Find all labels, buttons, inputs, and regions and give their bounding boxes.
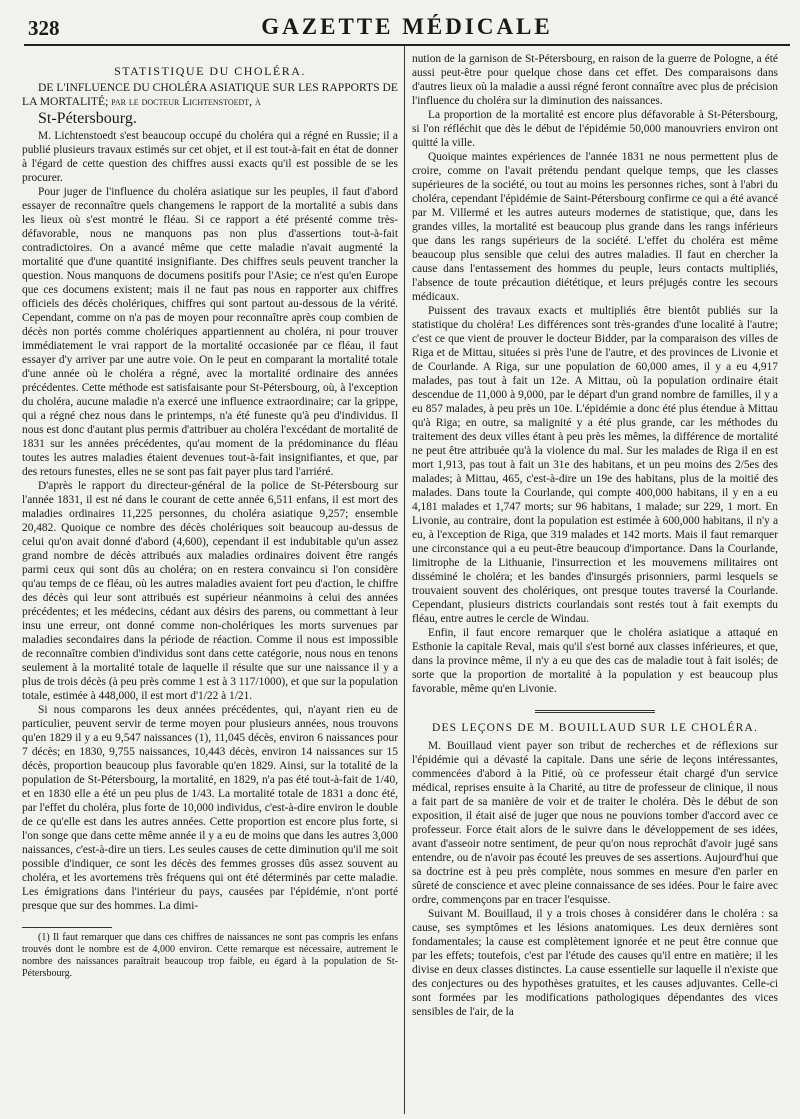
paragraph: Enfin, il faut encore remarquer que le choléra asiatique a attaqué en Esthonie la capitale Reval, mais qu'il s'est borné aux classes inférieures, et que, dans la province même, il n'y a eu que des cas de maladie tout à fait isolés; de sorte que la proportion de mortalité à la population y est beaucoup plus favorable, même qu'en Livonie.: [412, 627, 778, 695]
page-number: 328: [28, 16, 60, 40]
paragraph: M. Bouillaud vient payer son tribut de recherches et de réflexions sur l'épidémie qui a dévasté la capitale. Dans une série de leçons intéressantes, commencées d'abord à la Pitié, où ce professeur était chargé d'un service médical, reprises ensuite à la Charité, au titre de professeur de clinique, il nous a fait part de sa manière de voir et de traiter le choléra. Dès le début de son exposition, il était aisé de juger que nous ne pouvions tomber d'accord avec ce professeur. Force était alors de le suivre dans le développement de ses idées, avant d'asseoir notre sentiment, de peur qu'on nous reprochât d'avoir jugé sans entendre, ou de n'avoir pas écouté les preuves de ses assertions. Aujourd'hui que sa doctrine est à peu près complète, nous sommes en mesure d'en parler en sûreté de conscience et avec pleine connaissance de ses idées. Pour le faire avec ordre, commençons par en tracer l'esquisse.: [412, 740, 778, 906]
article-title-place: St-Pétersbourg.: [38, 110, 137, 127]
running-head: [24, 14, 790, 42]
lecon-heading: DES LEÇONS DE M. BOUILLAUD SUR LE CHOLÉRA.: [431, 722, 759, 734]
paragraph: nution de la garnison de St-Pétersbourg, en raison de la guerre de Pologne, a été aussi peut-être pour quelque chose dans cet effet. Des comparaisons dans d'autres lieux où la maladie a aussi régné feront connaître avec plus de précision l'influence du choléra sur la diminution des naissances.: [412, 53, 778, 107]
column-separator: [404, 46, 405, 1114]
paragraph: Quoique maintes expériences de l'année 1831 ne nous permettent plus de croire, comme on l'avait prétendu pendant quelque temps, que les classes supérieures de la société, ou tout au moins les personnes riches, sont à l'abri du choléra, cependant l'épidémie de Saint-Pétersbourg confirme ce qui a été avancé par M. Villermé et les autres auteurs modernes de statistique, que, dans les grandes villes, la mortalité est beaucoup plus grande dans les rangs inférieurs que dans les rangs supérieurs de la société. L'effet du choléra est même beaucoup plus sensible que celui des autres maladies. Il faut en chercher la cause dans l'entassement des hommes du peuple, leurs contacts multipliés, l'absence de toute précaution diététique, et leurs préjugés contre les secours médicaux.: [412, 151, 778, 303]
paragraph: Suivant M. Bouillaud, il y a trois choses à considérer dans le choléra : sa cause, ses symptômes et les lésions anatomiques. Les deux dernières sont fondamentales; la cause est complètement ignorée et ne peut être connue que par les effets; toutefois, c'est par l'étude des causes qu'il entre en matière; il les divise en deux classes distinctes. La cause essentielle sur laquelle il n'existe que des conjectures ou des hypothèses gratuites, et les causes adjuvantes. Celle-ci sont formées par les modifications pathologiques dépendantes des vices sensibles de l'air, de la: [412, 908, 778, 1018]
article-title: DE L'INFLUENCE DU CHOLÉRA ASIATIQUE SUR LES RAPPORTS DE LA MORTALITÉ; par le docteur Lichtenstoedt, à: [22, 81, 398, 108]
header-rule: [24, 44, 790, 46]
paragraph: Si nous comparons les deux années précédentes, qui, n'ayant rien eu de particulier, peuvent servir de terme moyen pour plusieurs années, nous trouvons qu'en 1829 il y a eu 9,547 naissances (1), 11,045 décès, environ 6 naissances pour 7 décès; en 1830, 9,755 naissances, 10,443 décès, environ 14 naissances sur 15 décès, proportion beaucoup plus favorable qu'en 1829. Ainsi, sur la totalité de la population de St-Pétersbourg, la mortalité, en 1829, n'a pas été tout-à-fait de 1/40, et en 1830 elle a été un peu plus de 1/43. La mortalité totale de 1831 a donc été, par l'effet du choléra, plus forte de 10,000 individus, c'est-à-dire environ le double de ce qu'elle est dans les autres années. Cette proportion est encore plus forte, si l'on songe que dans cette même année il y a eu de moins que dans les autres 3,000 naissances, c'est-à-dire un tiers. Les seules causes de cette diminution qu'il me soit possible d'indiquer, ce sont les décès des femmes grosses dûs assez souvent au choléra, et les avortemens très fréquens qui ont été déterminés par cette maladie. Les émigrations dans l'intérieur du pays, causées par l'épidémie, n'ont porté presque que sur des hommes. La dimi-: [22, 704, 398, 912]
left-column: [22, 52, 398, 1112]
paragraph: D'après le rapport du directeur-général de la police de St-Pétersbourg sur l'année 1831, il est né dans le courant de cette année 6,511 enfans, il est mort des maladies ordinaires 11,225 personnes, du choléra asiatique 9,257; ensemble 20,482. Quoique ce nombre des décès cholériques soit beaucoup au-dessus de celui qu'on avait donné d'abord (4,600), cependant il est indubitable qu'un assez grand nombre de décès attribués aux maladies ordinaires doivent être rangés parmi ceux qui sont dûs au choléra; on en restera convaincu si l'on considère qu'au temps de ce fléau, où les autres maladies avaient fort peu d'action, le chiffre des décès qui leur sont attribués est supérieur néanmoins à celui des années précédentes; et les médecins, cédant aux désirs des parens, ou commettant à leur insu une erreur, ont donné comme non-cholériques les morts survenues par maladies secondaires dans la période de réaction. Comme il nous est impossible de reconnaître combien d'individus sont dans cette catégorie, nous nous en tenons seulement à la mortalité totale de laquelle il résulte que sur une naissance il y a plus de trois décès (à peu près comme 1 est à 3 117/1000), et que sur la population totale, estimée à 448,000, il est mort d'1/22 à 1/21.: [22, 480, 398, 702]
footnote-rule: [22, 927, 112, 928]
section-heading: STATISTIQUE DU CHOLÉRA.: [114, 64, 306, 78]
journal-title: GAZETTE MÉDICALE: [261, 14, 553, 39]
footnote: (1) Il faut remarquer que dans ces chiffres de naissances ne sont pas compris les enfans trouvés dont le nombre est de 4,000 environ. Cette remarque est nécessaire, autrement le nombre des naissances paraîtrait beaucoup trop faible, eu égard à la population de St-Pétersbourg.: [22, 932, 398, 979]
paragraph: Puissent des travaux exacts et multipliés être bientôt publiés sur la statistique du choléra! Les différences sont très-grandes d'une localité à l'autre; c'est ce que vient de prouver le docteur Bidder, par la comparaison des villes de Riga et de Mittau, situées si près l'une de l'autre, et des provinces de Livonie et de Courlande. A Riga, sur une population de 60,000 ames, il y a eu 4,917 malades, pas tout à fait un 12e. A Mittau, où la population ordinaire était descendue de 11,000 à 9,000, par le départ d'un grand nombre de familles, il y a eu 857 malades, à peu près un 10e. L'épidémie a donc été plus étendue à Mittau qu'à Riga; en outre, sa malignité y a été plus grande, car les méthodes du traitement des deux villes étant à peu près les mêmes, la différence de mortalité ne peut être attribuée qu'à la violence du mal. Sur les malades de Riga il en est mort 1,913, pas tout à fait un 31e des habitans, et un peu moins des 2/5es des malades; à Mittau, 465, c'est-à-dire un 19e des habitans, plus de la moitié des malades. Dans toute la Courlande, qui compte 400,000 habitans, il y en a eu 4,181 malades et 1,747 morts; sur 96 habitans, 1 malade; sur 229, 1 mort. En Livonie, au contraire, dont la population est estimée à 600,000 habitans, il n'y a eu, à l'exception de Riga, que 319 malades et 142 morts. Mais il faut remarquer une circonstance qui a eu peut-être beaucoup d'importance. Dans la Courlande, limitrophe de la Lithuanie, l'insurrection et les mouvemens militaires ont disséminé le choléra; et les bandes d'insurgés prisonniers, parmi lesquels se trouvaient souvent des cholériques, ont presque toutes traversé la Courlande. Cependant, plusieurs districts courlandais sont restés tout à fait exempts du fléau, entre autres le cercle de Windau.: [412, 305, 778, 625]
right-column: [412, 52, 778, 1112]
section-divider: [535, 710, 655, 713]
paragraph: Pour juger de l'influence du choléra asiatique sur les peuples, il faut d'abord essayer de reconnaître quels changemens le rapport de la mortalité a subis dans les lieux où s'est montré le fléau. Si ce rapport a été présenté comme très-défavorable, nous ne manquons pas non plus d'assertions tout-à-fait contradictoires. On a avancé même que cette maladie n'avait augmenté la mortalité que d'une quantité insignifiante. Des chiffres seuls peuvent trancher la question. Nous manquons de documens positifs pour l'Asie; ce n'est qu'en Europe que ces documens existent; mais il ne faut pas nous en rapporter aux chiffres officiels des décès cholériques, chiffres qui sont partout au-dessous de la vérité. Cependant, comme on n'a pas de moyen pour reconnaître après coup combien de décès non portés comme cholériques appartiennent au choléra, ni pour trouver immédiatement le vrai rapport de la mortalité occasionée par ce fléau, il faut essayer d'y arriver par une autre voie. On le peut en comparant la mortalité totale d'une année où le choléra a régné, avec la mortalité ordinaire des années précédentes. Cette méthode est satisfaisante pour St-Pétersbourg, où, à l'exception du choléra, aucune maladie n'a exercé une influence extraordinaire; car la grippe, qui a régné chez nous dans le printemps, n'a été funeste qu'à peu d'individus. Il nous est donc d'autant plus permis d'attribuer au choléra l'excédant de mortalité de 1831 sur les années précédentes, qu'au moment de la prédominance du fléau toutes les autres maladies étaient devenues tout-à-fait insignifiantes, et que, par des retours funestes, elles ne se sont pas fait payer plus tard l'arriéré.: [22, 186, 398, 478]
paragraph: M. Lichtenstoedt s'est beaucoup occupé du choléra qui a régné en Russie; il a publié plusieurs travaux estimés sur cet objet, et il est tout-à-fait en état de donner à l'égard de cette question des chiffres aussi exacts qu'il est possible de se les procurer.: [22, 130, 398, 184]
paragraph: La proportion de la mortalité est encore plus défavorable à St-Pétersbourg, si l'on réfléchit que dès le début de l'épidémie 50,000 manouvriers environ ont quitté la ville.: [412, 109, 778, 149]
